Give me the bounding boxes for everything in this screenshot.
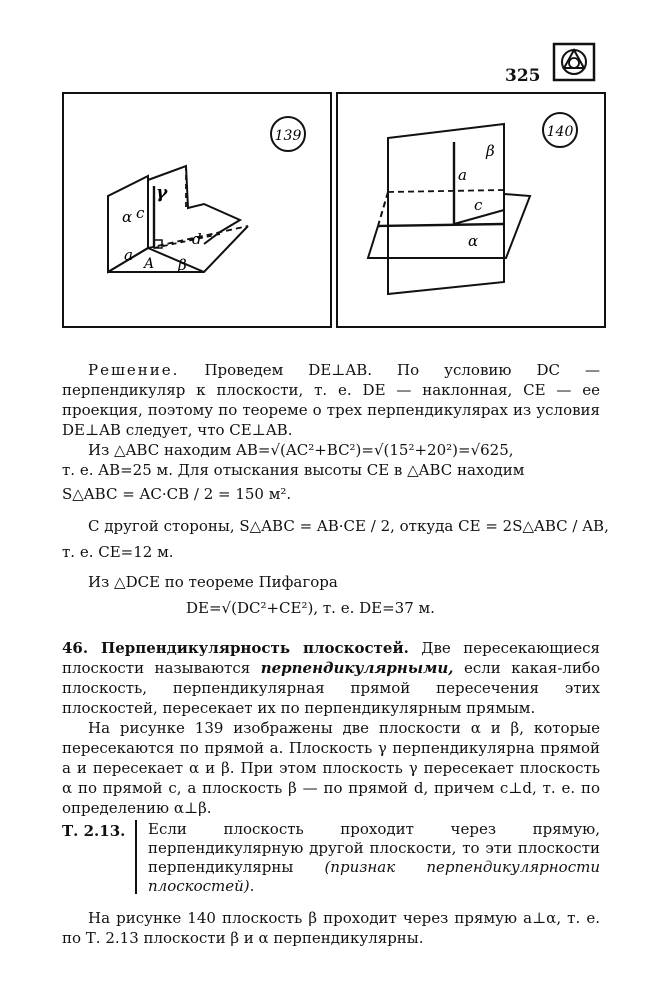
header-rule <box>62 86 602 87</box>
ab-formula-line: Из △ABC находим AB=√(AC²+BC²)=√(15²+20²)=√625, <box>88 441 514 459</box>
theorem-bar <box>135 820 137 894</box>
pythagoras-intro-line: Из △DCE по теореме Пифагора <box>88 573 338 591</box>
fig140-label-c: c <box>474 196 483 214</box>
solution-paragraph <box>62 360 600 440</box>
theorem-number: Т. 2.13. <box>62 822 126 840</box>
fig139-label-c: c <box>136 204 145 222</box>
figure-139-number: 139 <box>274 128 302 144</box>
ab-result-line: т. е. AB=25 м. Для отыскания высоты CE в △ABC находим <box>62 461 525 479</box>
page-number: 325 <box>505 66 541 86</box>
fig139-label-alpha: α <box>122 208 133 226</box>
fig140-label-a: a <box>458 166 467 184</box>
section-46-text-before: Две пересекающиеся плоскости называются <box>62 639 600 677</box>
theorem-name: (признак перпендикулярности плоскостей). <box>148 858 600 895</box>
theorem-statement: Если плоскость проходит через прямую, перпендикулярную другой плоскости, то эти плоскости перпендикулярны <box>148 820 600 876</box>
section-46-title: 46. Перпендикулярность плоскостей. <box>62 639 409 657</box>
figure-139 <box>62 92 332 328</box>
de-formula-line: DE=√(DC²+CE²), т. е. DE=37 м. <box>186 599 435 617</box>
fig139-label-d: d <box>192 230 202 248</box>
ce-formula-line: С другой стороны, S△ABC = AB·CE / 2, откуда CE = 2S△ABC / AB, <box>88 517 609 535</box>
fig139-label-A: A <box>144 256 155 272</box>
section-46-text-after: если какая-либо плоскость, перпендикулярная прямой пересечения этих плоскостей, пересекает их по перпендикулярным прямым. <box>62 659 601 717</box>
fig140-label-alpha: α <box>468 232 479 250</box>
figure-140-number: 140 <box>546 124 574 140</box>
section-46-paragraph <box>62 638 600 718</box>
section-46-term: перпендикулярными, <box>260 659 454 677</box>
fig140-label-beta: β <box>486 142 495 160</box>
figure-140 <box>336 92 606 328</box>
fig139-label-beta: β <box>178 256 187 274</box>
fig139-label-a: a <box>124 246 133 264</box>
final-paragraph: На рисунке 140 плоскость β проходит через прямую a⊥α, т. е. по Т. 2.13 плоскости β и α перпендикулярны. <box>62 909 600 947</box>
area-formula-line: S△ABC = AC·CB / 2 = 150 м². <box>62 485 292 503</box>
section-46-paragraph-2: На рисунке 139 изображены две плоскости α и β, которые пересекаются по прямой a. Плоскость γ перпендикулярна прямой a и пересекает α и β. При этом плоскость γ пересекает плоскость α по прямой c, а плоскость β — по прямой d, причем c⊥d, т. е. по определению α⊥β. <box>62 719 600 817</box>
ce-result-line: т. е. CE=12 м. <box>62 543 174 561</box>
solution-label: Решение. <box>88 361 180 379</box>
circle-triangle-emblem-icon <box>552 42 596 82</box>
solution-text: Проведем DE⊥AB. По условию DC — перпендикуляр к плоскости, т. е. DE — наклонная, CE — ее проекция, поэтому по теореме о трех перпендикулярах из условия DE⊥AB следует, что CE⊥AB. <box>62 361 600 439</box>
fig139-label-gamma: γ <box>156 183 168 203</box>
theorem-text <box>148 820 600 896</box>
